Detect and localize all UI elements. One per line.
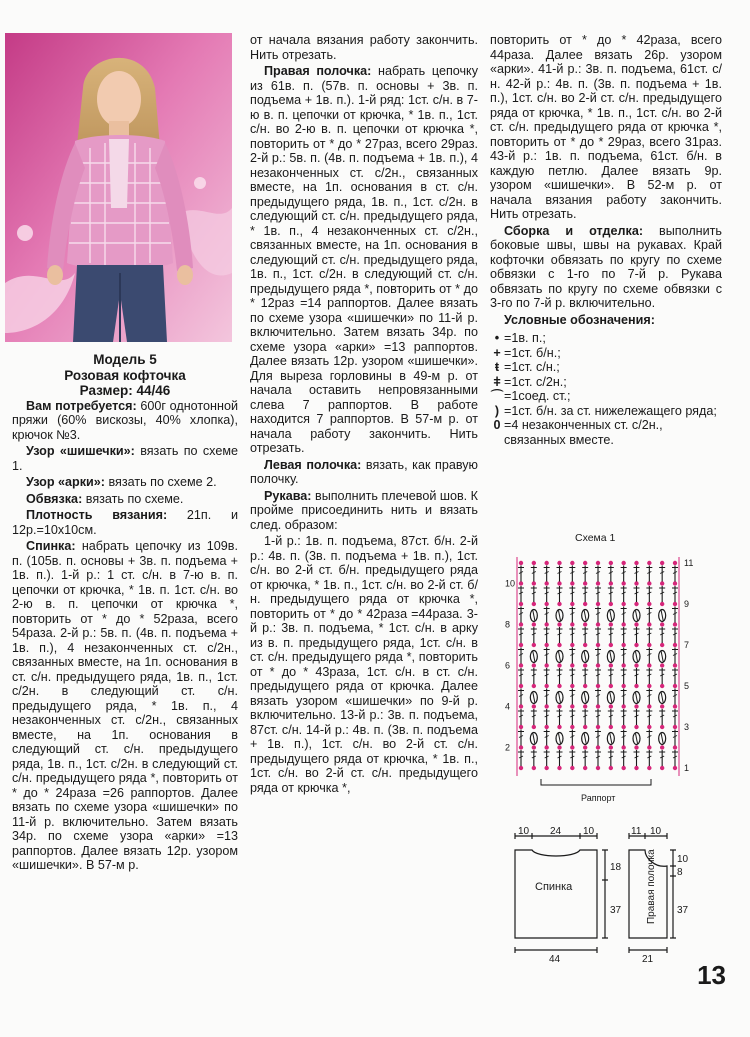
chain-stitch-mark xyxy=(673,561,677,565)
chain-stitch-mark xyxy=(544,684,548,688)
cluster-icon: 0 xyxy=(493,418,501,432)
chain-stitch-mark xyxy=(596,766,600,770)
chain-stitch-mark xyxy=(660,704,664,708)
front-bottom-dimension xyxy=(629,947,667,953)
chain-stitch-mark xyxy=(634,643,638,647)
chain-stitch-mark xyxy=(519,643,523,647)
chain-stitch-mark xyxy=(596,745,600,749)
cluster-stitch-mark xyxy=(584,652,586,662)
chain-stitch-mark xyxy=(532,602,536,606)
chain-stitch-mark xyxy=(570,766,574,770)
front-bottom-label: 21 xyxy=(642,954,654,965)
chain-stitch-mark xyxy=(609,602,613,606)
chain-stitch-mark xyxy=(621,561,625,565)
back-right-top-label: 18 xyxy=(610,862,622,873)
chain-stitch-mark xyxy=(544,561,548,565)
edging-paragraph: Обвязка: вязать по схеме. xyxy=(26,491,184,506)
tr-icon: ǂ xyxy=(493,374,501,389)
row-label-left: 8 xyxy=(505,619,511,630)
legend-item: • =1в. п.; xyxy=(490,331,722,346)
model-name: Розовая кофточка xyxy=(64,367,186,383)
sc-icon: + xyxy=(493,345,501,360)
chain-stitch-mark xyxy=(519,684,523,688)
sleeve-continuation: повторить от * до * 42раза, всего 44раза. Далее вязать 26р. узором «арки». 41-й р.: 3в. п. подъема, 61ст. с/н. 42-й р.: 4в. п. (3в. п. подъема + 1в. п.), 1ст. с/н. во 2-й ст. с/н. предыдущего ряда от крючка, * 1в. п., 1ст. с/н. во 2-й ст. с/н. предыдущего ряда от крючка *, повторить от * до * 29раз, всего 31раз. 43-й р.: 1в. п. подъема, 61ст. б/н. в каждую петлю. Далее вязать 9р. узором «шишечки». В 52-м р. от начала вязания работу закончить. Нить отрезать. xyxy=(490,33,722,221)
cluster-stitch-mark xyxy=(533,652,535,662)
chain-stitch-mark xyxy=(544,622,548,626)
row-label-right: 11 xyxy=(684,558,694,568)
chain-stitch-mark xyxy=(621,766,625,770)
front-side-dimension xyxy=(670,850,676,938)
column-3 xyxy=(490,33,722,447)
column-1 xyxy=(12,352,238,875)
row-label-right: 9 xyxy=(684,599,690,609)
chain-stitch-mark xyxy=(609,643,613,647)
chain-stitch-mark xyxy=(570,622,574,626)
chain-stitch-mark xyxy=(609,745,613,749)
chain-stitch-mark xyxy=(647,602,651,606)
chain-stitch-mark xyxy=(673,766,677,770)
sleeve-rows-paragraph: 1-й р.: 1в. п. подъема, 87ст. б/н. 2-й р.: 4в. п. (3в. п. подъема + 1в. п.), 1ст. с/н. во 2-й ст. б/н. предыдущего ряда от крючка, * 1в. п., 1ст. с/н. во 2-й ст. б/н. предыдущего ряда от крючка *, повторить от * до * 42раза =44раза. 3-й р.: 3в. п. подъема, * 1ст. с/н. в арку из в. п. предыдущего ряда, 1ст. с/н. в ст. с/н. предыдущего ряда *, повторить от * до * 43раза, 1ст. с/н. в ст. с/н. предыдущего ряда от крючка. Далее вязать узором «шишечки» по 9-й р. включительно. 13-й р.: 3в. п. подъема, 87ст. с/н. 14-й р.: 4в. п. (3в. п. подъема + 1в. п.), 1ст. с/н. во 2-й ст. с/н. предыдущего ряда от крючка, * 1в. п., 1ст. с/н. во 2-й ст. с/н. предыдущего ряда от крючка *, xyxy=(250,534,478,795)
chain-stitch-mark xyxy=(660,725,664,729)
chain-stitch-mark xyxy=(544,663,548,667)
back-side-dimension xyxy=(602,850,608,938)
chain-stitch-mark xyxy=(609,622,613,626)
density-paragraph: Плотность вязания: 21п. и 12р.=10х10см. xyxy=(12,508,238,537)
chart-schema-1 xyxy=(503,543,693,813)
chain-stitch-mark xyxy=(596,561,600,565)
chain-stitch-mark xyxy=(621,622,625,626)
chain-stitch-mark xyxy=(519,704,523,708)
cluster-stitch-mark xyxy=(533,611,535,621)
cluster-stitch-mark xyxy=(661,652,663,662)
chain-stitch-mark xyxy=(647,684,651,688)
chain-stitch-mark xyxy=(660,622,664,626)
chain-stitch-mark xyxy=(660,602,664,606)
chain-stitch-mark xyxy=(557,581,561,585)
garment-schematic xyxy=(505,826,705,965)
dc-icon: ŧ xyxy=(494,360,500,374)
chain-stitch-mark xyxy=(647,622,651,626)
chain-stitch-mark xyxy=(583,643,587,647)
chain-stitch-mark xyxy=(557,643,561,647)
dot-icon: • xyxy=(494,331,500,345)
chain-stitch-mark xyxy=(544,766,548,770)
chain-stitch-mark xyxy=(570,684,574,688)
front-top-b-label: 10 xyxy=(650,826,662,837)
chain-stitch-mark xyxy=(532,561,536,565)
materials-paragraph: Вам потребуется: 600г однотонной пряжи (60% вискозы, 40% хлопка), крючок №3. xyxy=(12,398,238,442)
chain-stitch-mark xyxy=(583,561,587,565)
chain-stitch-mark xyxy=(532,581,536,585)
chain-stitch-mark xyxy=(634,561,638,565)
chain-stitch-mark xyxy=(660,766,664,770)
chain-stitch-mark xyxy=(557,766,561,770)
chain-stitch-mark xyxy=(532,684,536,688)
cluster-stitch-mark xyxy=(661,693,663,703)
front-piece-label: Правая полочка xyxy=(646,849,657,924)
chain-stitch-mark xyxy=(519,745,523,749)
cluster-stitch-mark xyxy=(661,611,663,621)
row-label-right: 7 xyxy=(684,640,690,650)
legend-item: ⌒ =1соед. ст.; xyxy=(490,389,571,403)
chain-stitch-mark xyxy=(634,766,638,770)
right-front-paragraph: Правая полочка: набрать цепочку из 61в. п. (57в. п. основы + 3в. п. подъема + 1в. п.). 1-й ряд: 1ст. с/н. в 7-ю в. п. цепочки от крючка, * 1в. п., 1ст. с/н. во 2-ю в. п. цепочки от крючка *, повторить от * до * 27раз, всего 29раз. 2-й р.: 5в. п. (4в. п. подъема + 1в. п.), 4 незаконченных ст. с/2н., связанных вместе, на 1п. основания в ст. с/н. предыдущего ряда, 1в. п., 1ст. с/2н. в следующий ст. с/н. предыдущего ряда, * 1в. п., 4 незаконченных ст. с/2н., связанных вместе, на 1п. основания в следующий ст. с/н. предыдущего ряда, 1в. п., 1ст. с/2н. в следующий ст. с/н. предыдущего ряда *, повторить от * до * 12раз =14 раппортов. Далее вязать по схеме узора «шишечки» по 11-й р. включительно. Затем вязать 34р. по схеме узора «арки» =13 раппортов. Далее вязать 12р. узором «шишечки». Для выреза горловины в 49-м р. от начала оставить непровязанными слева 7 раппортов. В работе находится 7 раппортов. В 57-м р. от начала работу закончить. Нить отрезать. xyxy=(250,64,478,455)
cluster-stitch-mark xyxy=(533,693,535,703)
chain-stitch-mark xyxy=(634,602,638,606)
legend-item: ǂ =1ст. с/2н.; xyxy=(490,375,722,390)
chain-stitch-mark xyxy=(621,663,625,667)
front-top-a-label: 11 xyxy=(631,826,642,837)
chain-stitch-mark xyxy=(596,643,600,647)
model-photo xyxy=(5,33,232,342)
left-front-paragraph: Левая полочка: вязать, как правую полочку. xyxy=(250,457,478,486)
row-label-right: 1 xyxy=(684,763,690,773)
chain-stitch-mark xyxy=(570,602,574,606)
chain-stitch-mark xyxy=(660,684,664,688)
chain-stitch-mark xyxy=(557,704,561,708)
front-right-a-label: 10 xyxy=(677,854,689,865)
slip-stitch-icon: ⌒ xyxy=(490,389,504,403)
cluster-stitch-mark xyxy=(559,693,561,703)
cluster-stitch-mark xyxy=(584,693,586,703)
chain-stitch-mark xyxy=(544,704,548,708)
cluster-stitch-mark xyxy=(636,734,638,744)
back-loop-icon: ) xyxy=(494,403,500,418)
chain-stitch-mark xyxy=(673,622,677,626)
chain-stitch-mark xyxy=(596,684,600,688)
chain-stitch-mark xyxy=(583,725,587,729)
pattern-2-paragraph: Узор «арки»: вязать по схеме 2. xyxy=(26,475,217,489)
back-outline xyxy=(515,850,597,938)
chain-stitch-mark xyxy=(519,561,523,565)
row-label-right: 5 xyxy=(684,681,690,691)
cluster-stitch-mark xyxy=(661,734,663,744)
chain-stitch-mark xyxy=(621,581,625,585)
chain-stitch-mark xyxy=(673,643,677,647)
sleeve-intro-paragraph: Рукава: выполнить плечевой шов. К пройме присоединить нить и вязать след. образом: xyxy=(250,488,478,532)
back-top-right-label: 10 xyxy=(583,826,595,837)
model-title: Модель 5 xyxy=(93,352,157,367)
chain-stitch-mark xyxy=(634,684,638,688)
back-bottom-dimension xyxy=(515,947,597,953)
chain-stitch-mark xyxy=(557,745,561,749)
chain-stitch-mark xyxy=(621,745,625,749)
chain-stitch-mark xyxy=(519,725,523,729)
chain-stitch-mark xyxy=(596,581,600,585)
chain-stitch-mark xyxy=(532,725,536,729)
chain-stitch-mark xyxy=(634,663,638,667)
chain-stitch-mark xyxy=(609,581,613,585)
back-top-left-label: 10 xyxy=(518,826,530,837)
chain-stitch-mark xyxy=(570,663,574,667)
chain-stitch-mark xyxy=(647,704,651,708)
cluster-stitch-mark xyxy=(584,611,586,621)
chain-stitch-mark xyxy=(570,704,574,708)
chain-stitch-mark xyxy=(647,561,651,565)
chain-stitch-mark xyxy=(673,725,677,729)
chain-stitch-mark xyxy=(532,622,536,626)
cluster-stitch-mark xyxy=(559,611,561,621)
front-right-c-label: 37 xyxy=(677,905,689,916)
chain-stitch-mark xyxy=(570,643,574,647)
chain-stitch-mark xyxy=(647,725,651,729)
row-label-left: 10 xyxy=(505,578,516,589)
chain-stitch-mark xyxy=(583,745,587,749)
row-label-left: 2 xyxy=(505,742,511,753)
chain-stitch-mark xyxy=(532,704,536,708)
chain-stitch-mark xyxy=(621,684,625,688)
chain-stitch-mark xyxy=(634,581,638,585)
chain-stitch-mark xyxy=(621,602,625,606)
chain-stitch-mark xyxy=(673,663,677,667)
legend-item: ) =1ст. б/н. за ст. нижележащего ряда; xyxy=(490,404,722,419)
chain-stitch-mark xyxy=(609,725,613,729)
chain-stitch-mark xyxy=(673,602,677,606)
chain-stitch-mark xyxy=(583,684,587,688)
legend-title: Условные обозначения: xyxy=(504,312,655,327)
chain-stitch-mark xyxy=(647,643,651,647)
chain-stitch-mark xyxy=(609,561,613,565)
repeat-bracket xyxy=(541,779,651,785)
chain-stitch-mark xyxy=(583,581,587,585)
chain-stitch-mark xyxy=(583,622,587,626)
chain-stitch-mark xyxy=(519,766,523,770)
chain-stitch-mark xyxy=(544,745,548,749)
chain-stitch-mark xyxy=(570,561,574,565)
chain-stitch-mark xyxy=(557,602,561,606)
model-size: Размер: 44/46 xyxy=(79,383,171,398)
chain-stitch-mark xyxy=(660,561,664,565)
chain-stitch-mark xyxy=(519,622,523,626)
cluster-stitch-mark xyxy=(610,734,612,744)
chain-stitch-mark xyxy=(570,581,574,585)
pattern-1-paragraph: Узор «шишечки»: вязать по схеме 1. xyxy=(12,444,238,473)
chain-stitch-mark xyxy=(673,704,677,708)
chain-stitch-mark xyxy=(570,725,574,729)
chain-stitch-mark xyxy=(583,704,587,708)
chain-stitch-mark xyxy=(544,643,548,647)
back-top-mid-label: 24 xyxy=(550,826,562,837)
row-label-left: 4 xyxy=(505,701,511,712)
chain-stitch-mark xyxy=(583,663,587,667)
column-2 xyxy=(250,33,478,797)
chain-stitch-mark xyxy=(609,704,613,708)
chain-stitch-mark xyxy=(519,602,523,606)
chain-stitch-mark xyxy=(544,581,548,585)
back-piece-label: Спинка xyxy=(535,881,573,893)
chain-stitch-mark xyxy=(647,581,651,585)
chain-stitch-mark xyxy=(570,745,574,749)
repeat-label: Раппорт xyxy=(581,793,616,803)
chain-stitch-mark xyxy=(660,663,664,667)
legend-item: ŧ =1ст. с/н.; xyxy=(490,360,722,375)
chain-stitch-mark xyxy=(647,766,651,770)
chain-stitch-mark xyxy=(621,725,625,729)
chain-stitch-mark xyxy=(544,725,548,729)
chain-stitch-mark xyxy=(583,766,587,770)
chain-stitch-mark xyxy=(660,581,664,585)
chain-stitch-mark xyxy=(544,602,548,606)
cluster-stitch-mark xyxy=(636,693,638,703)
chain-stitch-mark xyxy=(621,643,625,647)
chain-stitch-mark xyxy=(660,643,664,647)
back-right-bottom-label: 37 xyxy=(610,905,622,916)
back-paragraph: Спинка: набрать цепочку из 109в. п. (105в. п. основы + 3в. п. подъема + 1в. п.). 1-й р.: 1 ст. с/н. в 7-ю в. п. цепочки от крючка, * 1в. п. 1ст. с/н. во 2-ю в. п. цепочки от крючка *, повторить от * до * 52раза, всего 54раза. 2-й р.: 5в. п. (4в. п. подъема + 1в. п.), 4 незаконченных ст. с/2н., связанных вместе, на 1п. основания в ст. с/н. предыдущего ряда, 1в. п., 1ст. с/2н. в следующий ст. с/н. предыдущего ряда, * 1в. п., 4 незаконченных ст. с/2н., связанных вместе, на 1п. основания в следующий ст. с/н. предыдущего ряда, 1в. п., 1ст. с/2н. в следующий ст. с/н. предыдущего ряда *, повторить от * до * 24раза =26 раппортов. Далее вязать по схеме узора «шишечки» по 11-й р. включительно. Затем вязать 34р. по схеме узора «арки» =13 раппортов. Далее вязать 12р. узором «шишечки». В 57-м р. xyxy=(12,539,238,872)
chain-stitch-mark xyxy=(596,602,600,606)
chain-stitch-mark xyxy=(647,663,651,667)
chain-stitch-mark xyxy=(532,766,536,770)
back-continuation: от начала вязания работу закончить. Нить отрезать. xyxy=(250,33,478,62)
front-right-b-label: 8 xyxy=(677,867,683,878)
chain-stitch-mark xyxy=(609,684,613,688)
chain-stitch-mark xyxy=(673,745,677,749)
chain-stitch-mark xyxy=(609,766,613,770)
chain-stitch-mark xyxy=(596,704,600,708)
cluster-stitch-mark xyxy=(610,693,612,703)
row-label-left: 6 xyxy=(505,660,511,671)
chain-stitch-mark xyxy=(673,684,677,688)
legend-item: 0 =4 незаконченных ст. с/2н., связанных вместе. xyxy=(490,418,722,447)
chain-stitch-mark xyxy=(519,663,523,667)
chain-stitch-mark xyxy=(596,663,600,667)
chain-stitch-mark xyxy=(634,725,638,729)
chart-title: Схема 1 xyxy=(575,532,616,544)
chain-stitch-mark xyxy=(621,704,625,708)
legend-item: + =1ст. б/н.; xyxy=(490,346,722,361)
chain-stitch-mark xyxy=(519,581,523,585)
cluster-stitch-mark xyxy=(533,734,535,744)
chain-stitch-mark xyxy=(660,745,664,749)
cluster-stitch-mark xyxy=(636,611,638,621)
chain-stitch-mark xyxy=(532,643,536,647)
cluster-stitch-mark xyxy=(584,734,586,744)
chain-stitch-mark xyxy=(634,745,638,749)
chain-stitch-mark xyxy=(557,684,561,688)
back-bottom-label: 44 xyxy=(549,954,561,965)
chain-stitch-mark xyxy=(583,602,587,606)
chain-stitch-mark xyxy=(557,622,561,626)
chain-stitch-mark xyxy=(596,725,600,729)
chain-stitch-mark xyxy=(557,561,561,565)
cluster-stitch-mark xyxy=(610,611,612,621)
cluster-stitch-mark xyxy=(610,652,612,662)
row-label-right: 3 xyxy=(684,722,690,732)
chain-stitch-mark xyxy=(532,745,536,749)
chain-stitch-mark xyxy=(557,725,561,729)
assembly-paragraph: Сборка и отделка: выполнить боковые швы, швы на рукавах. Край кофточки обвязать по кругу по схеме обвязки с 1-го по 7-й р. Рукава обвязать по кругу по схеме обвязки с 3-го по 7-й р. включительно. xyxy=(490,223,722,310)
chain-stitch-mark xyxy=(532,663,536,667)
legend-list xyxy=(490,331,722,447)
cluster-stitch-mark xyxy=(559,652,561,662)
cluster-stitch-mark xyxy=(636,652,638,662)
chain-stitch-mark xyxy=(634,622,638,626)
chain-stitch-mark xyxy=(596,622,600,626)
chain-stitch-mark xyxy=(647,745,651,749)
cluster-stitch-mark xyxy=(559,734,561,744)
chain-stitch-mark xyxy=(634,704,638,708)
page-number: 13 xyxy=(697,960,726,990)
chain-stitch-mark xyxy=(673,581,677,585)
chain-stitch-mark xyxy=(609,663,613,667)
chain-stitch-mark xyxy=(557,663,561,667)
